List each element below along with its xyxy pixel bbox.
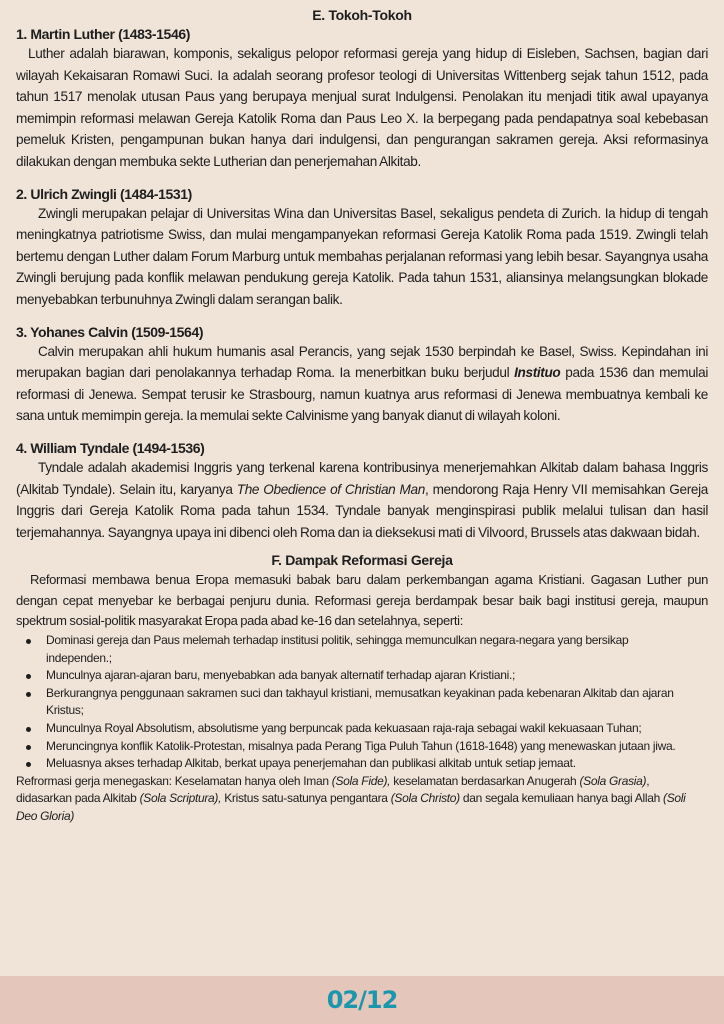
section-title-tokoh: E. Tokoh-Tokoh [312, 7, 412, 23]
text-segment: Refrormasi gerja menegaskan: Keselamatan hanya oleh Iman [16, 773, 332, 788]
bullet-icon [26, 639, 31, 644]
person-title: 1. Martin Luther (1483-1546) [16, 26, 190, 42]
person-block-luther [16, 25, 708, 173]
page-number: 02/12 [326, 986, 398, 1014]
reformation-closing [16, 773, 708, 826]
section-title-dampak: F. Dampak Reformasi Gereja [271, 552, 453, 569]
bullet-icon [26, 762, 31, 767]
impact-list-item [36, 632, 708, 667]
bullet-icon [26, 745, 31, 750]
person-title: 3. Yohanes Calvin (1509-1564) [16, 323, 204, 340]
sola-term: (Soli Deo Gloria) [16, 791, 686, 823]
impact-list-item [36, 738, 708, 756]
text-segment: Calvin merupakan ahli hukum humanis asal Perancis, yang sejak 1530 berpindah ke Basel, Swiss. Kepindahan ini merupakan bagian dari penolakannya terhadap Roma. Ia menerbitkan buku berjudul [16, 343, 708, 381]
impact-text: Dominasi gereja dan Paus melemah terhadap institusi politik, sehingga memunculkan negara-negara yang bersikap independen.; [46, 633, 629, 665]
impact-list-item [36, 685, 708, 720]
text-segment: , didasarkan pada Alkitab [16, 773, 650, 806]
book-title: Instituo [514, 365, 561, 381]
person-description [16, 341, 708, 427]
text-segment: Kristus satu-satunya pengantara [221, 791, 391, 806]
person-description: Luther adalah biarawan, komponis, sekaligus pelopor reformasi gereja yang hidup di Eisleben, Sachsen, bagian dari wilayah Kekaisaran Romawi Suci. Ia adalah seorang profesor teologi di Universitas Wittenberg sejak tahun 1512, pada tahun 1517 menolak utusan Paus yang berupaya menjual surat Indulgensi. Penolakan itu menjadi titik awal upayanya memimpin reformasi melawan Gereja Katolik Roma dan Paus Leo X. Ia berpegang pada pendapatnya soal kebebasan pemeluk Kristen, pengampunan bukan hanya dari indulgensi, dan pengurangan sakramen gereja. Aksi reformasinya dilakukan dengan membuka sekte Lutherian dan penerjemahan Alkitab. [16, 46, 708, 169]
text-segment: , mendorong Raja Henry VII memisahkan Gereja Inggris dari Gereja Katolik Roma pada tahun 1534. Tyndale banyak menginspirasi publik melalui tulisan dan hasil terjemahannya. Sayangnya upaya ini dibenci oleh Roma dan ia dieksekusi mati di Vilvoord, Brussels atas dakwaan bidah. [16, 481, 709, 540]
person-block-zwingli [16, 185, 708, 311]
sola-term: (Sola Christo) [390, 791, 460, 806]
impact-text: Munculnya Royal Absolutism, absolutisme yang berpuncak pada kekuasaan raja-raja sebagai wakil kekuasaan Tuhan; [46, 721, 642, 736]
page-footer [0, 976, 724, 1024]
impact-list-item [36, 667, 708, 685]
person-block-tyndale [16, 439, 708, 543]
impact-list-item [36, 720, 708, 738]
impact-list-item [36, 755, 708, 773]
text-segment: pada 1536 dan memulai reformasi di Jenewa. Sempat terusir ke Strasbourg, namun kuatnya arus reformasi di Jenewa membuatnya kembali ke sana untuk memimpin gereja. Ia memulai sekte Calvinisme yang banyak dianut di wilayah koloni. [16, 365, 708, 424]
impact-list [16, 632, 708, 773]
impact-intro: Reformasi membawa benua Eropa memasuki babak baru dalam perkembangan agama Kristiani. Gagasan Luther pun dengan cepat menyebar ke berbagai penjuru dunia. Reformasi gereja berdampak besar baik bagi institusi gereja, maupun spektrum sosial-politik masyarakat Eropa pada abad ke-16 dan setelahnya, seperti: [16, 572, 708, 629]
text-segment: keselamatan berdasarkan Anugerah [390, 773, 580, 788]
text-segment: dan segala kemuliaan hanya bagi Allah [459, 791, 663, 806]
impact-text: Munculnya ajaran-ajaran baru, menyebabkan ada banyak alternatif terhadap ajaran Kristiani.; [46, 668, 516, 683]
sola-term: (Sola Grasia) [579, 773, 647, 788]
bullet-icon [26, 692, 31, 697]
person-description: Zwingli merupakan pelajar di Universitas Wina dan Universitas Basel, sekaligus pendeta di Zurich. Ia hidup di tengah meningkatnya patriotisme Swiss, dan mulai mengampanyekan reformasi Gereja Katolik Roma pada 1519. Zwingli telah bertemu dengan Luther dalam Forum Marburg untuk membahas perjalanan reformasi yang lebih besar. Sayangnya usaha Zwingli berujung pada konflik melawan pendukung gereja Katolik. Pada tahun 1531, aliansinya melangsungkan blokade menyebabkan terbunuhnya Zwingli dalam serangan balik. [16, 205, 708, 307]
impact-text: Meluasnya akses terhadap Alkitab, berkat upaya penerjemahan dan publikasi alkitab untuk setiap jemaat. [46, 756, 576, 771]
person-description [16, 457, 708, 543]
book-title: The Obedience of Christian Man [236, 481, 425, 497]
sola-term: (Sola Fide), [331, 773, 391, 788]
sola-term: (Sola Scriptura), [139, 791, 222, 806]
bullet-icon [26, 674, 31, 679]
person-title: 2. Ulrich Zwingli (1484-1531) [16, 185, 192, 202]
bullet-icon [26, 727, 31, 732]
impact-text: Berkurangnya penggunaan sakramen suci dan takhayul kristiani, memusatkan keyakinan pada kebenaran Alkitab dan ajaran Kristus; [46, 685, 674, 718]
person-block-calvin [16, 323, 708, 427]
person-title: 4. William Tyndale (1494-1536) [16, 439, 205, 456]
impact-text: Meruncingnya konflik Katolik-Protestan, misalnya pada Perang Tiga Puluh Tahun (1618-1648) yang menewaskan jutaan jiwa. [46, 738, 676, 753]
text-segment: Tyndale adalah akademisi Inggris yang terkenal karena kontribusinya menerjemahkan Alkitab dalam bahasa Inggris (Alkitab Tyndale). Selain itu, karyanya [16, 459, 708, 497]
